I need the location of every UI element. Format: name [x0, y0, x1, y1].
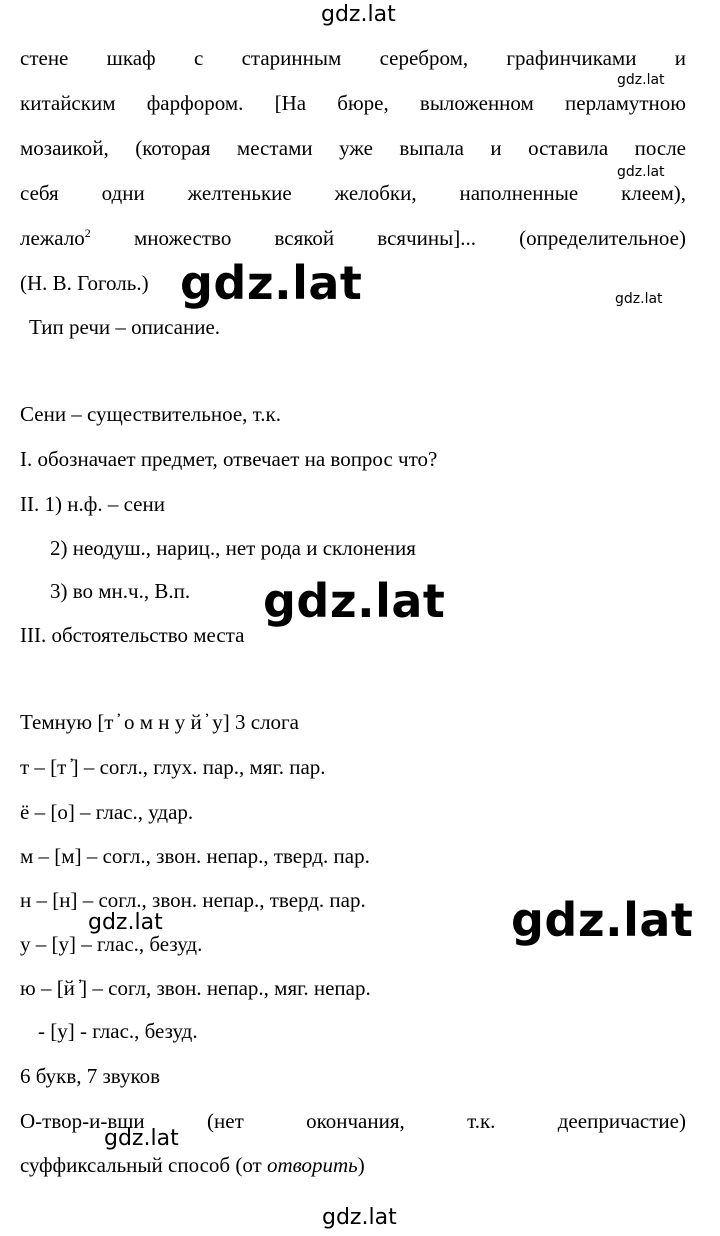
- phonetic-line: т – [т ̓] – согл., глух. пар., мяг. пар.: [20, 755, 326, 779]
- word-structure-line: [20, 1152, 365, 1178]
- analysis-line: III. обстоятельство места: [20, 623, 245, 647]
- text-fragment: множество всякой всячины]... (определительное): [90, 226, 686, 250]
- phonetic-line: - [у] - глас., безуд.: [38, 1019, 198, 1043]
- text-line: китайским фарфором. [На бюре, выложенном перламутною: [20, 91, 686, 115]
- watermark-big: gdz.lat: [180, 256, 363, 310]
- word-structure-line: О-твор-и-вши (нет окончания, т.к. деепричастие): [20, 1109, 686, 1133]
- watermark-big: gdz.lat: [263, 574, 446, 628]
- analysis-line: Сени – существительное, т.к.: [20, 402, 281, 426]
- watermark-small: gdz.lat: [615, 291, 663, 307]
- footnote-mark: 2: [84, 226, 91, 240]
- text-line: себя одни желтенькие желобки, наполненные клеем),: [20, 181, 686, 205]
- watermark-small: gdz.lat: [617, 72, 665, 88]
- analysis-line: 3) во мн.ч., В.п.: [50, 579, 191, 603]
- emphasis-word: отворить: [267, 1153, 358, 1177]
- watermark-mid: gdz.lat: [88, 910, 163, 935]
- analysis-line: I. обозначает предмет, отвечает на вопрос что?: [20, 447, 438, 471]
- watermark-big: gdz.lat: [511, 893, 694, 947]
- text-fragment: лежало: [20, 226, 85, 250]
- phonetic-line: Темную [т ̓ о м н у й ̓ у] 3 слога: [20, 710, 299, 734]
- text-line: мозаикой, (которая местами уже выпала и оставила после: [20, 136, 686, 160]
- text-fragment: ): [357, 1153, 365, 1177]
- text-line: стене шкаф с старинным серебром, графинчиками и: [20, 46, 686, 70]
- text-fragment: суффиксальный способ (от: [20, 1153, 267, 1177]
- text-line: [20, 225, 686, 251]
- phonetic-line: ю – [й ̓] – согл, звон. непар., мяг. непар.: [20, 976, 371, 1000]
- phonetic-line: м – [м] – согл., звон. непар., тверд. пар.: [20, 844, 370, 868]
- watermark-top: gdz.lat: [321, 2, 396, 27]
- watermark-small: gdz.lat: [617, 164, 665, 180]
- phonetic-line: у – [у] – глас., безуд.: [20, 932, 203, 956]
- watermark-mid: gdz.lat: [104, 1126, 179, 1151]
- analysis-line: 2) неодуш., нариц., нет рода и склонения: [50, 536, 416, 560]
- analysis-line: II. 1) н.ф. – сени: [20, 492, 165, 516]
- phonetic-line: 6 букв, 7 звуков: [20, 1064, 161, 1088]
- author-citation: (Н. В. Гоголь.): [20, 271, 149, 295]
- text-line: Тип речи – описание.: [29, 315, 221, 339]
- phonetic-line: ё – [о] – глас., удар.: [20, 800, 194, 824]
- watermark-bottom: gdz.lat: [322, 1205, 397, 1230]
- phonetic-line: н – [н] – согл., звон. непар., тверд. пар.: [20, 888, 366, 912]
